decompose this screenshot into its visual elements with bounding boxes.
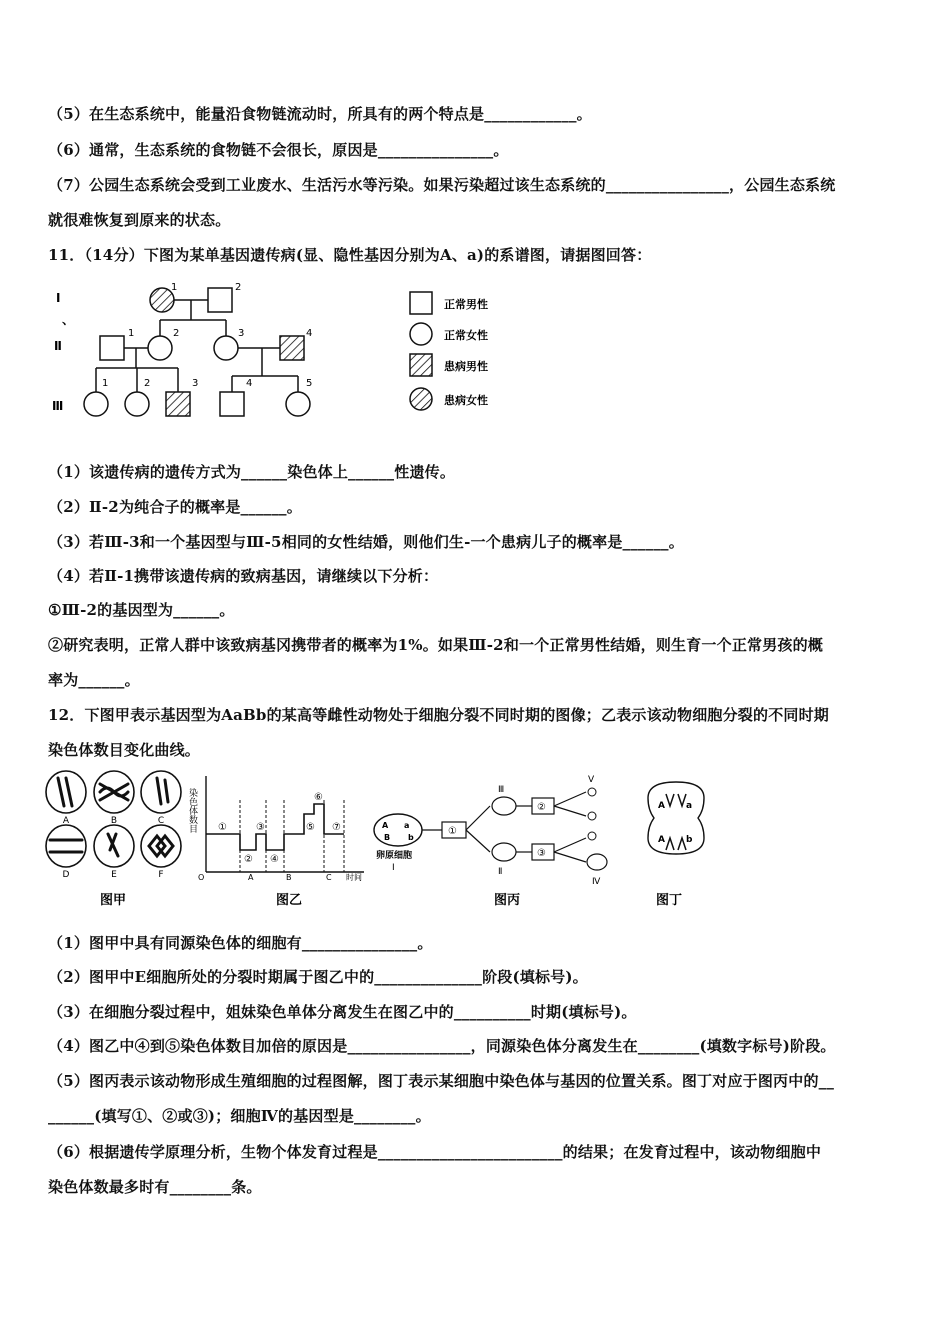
text-line: （3）若Ⅲ-3和一个基因型与Ⅲ-5相同的女性结婚，则他们生-一个患病儿子的概率是______。 [48,533,684,551]
svg-text:③: ③ [537,848,546,859]
svg-text:①: ① [448,826,457,837]
pedigree-III-4 [220,392,244,416]
svg-text:A: A [658,801,665,811]
oogonium-cell [374,814,422,846]
svg-text:3: 3 [238,328,245,339]
svg-text:A: A [382,821,389,830]
text-line: （2）Ⅱ-2为纯合子的概率是______。 [48,498,302,516]
text-line: 染色体数目变化曲线。 [48,741,201,759]
svg-text:⑦: ⑦ [332,822,341,833]
pedigree-I-2 [208,288,232,312]
pedigree-chart [40,272,510,432]
svg-text:4: 4 [246,378,253,389]
cell-division-figure [44,770,724,912]
svg-text:E: E [111,870,117,880]
svg-text:Ⅲ: Ⅲ [498,785,505,795]
svg-text:b: b [408,833,414,842]
text-line: （5）图丙表示该动物形成生殖细胞的过程图解，图丁表示某细胞中染色体与基因的位置关系。图丁对应于图丙中的__ [48,1072,835,1090]
legend-normal-female-symbol [410,323,432,345]
svg-text:①: ① [218,822,227,833]
svg-text:④: ④ [270,854,279,865]
svg-text:2: 2 [144,378,151,389]
svg-text:a: a [686,801,693,811]
svg-text:Ⅴ: Ⅴ [588,775,595,785]
text-line: （7）公园生态系统会受到工业废水、生活污水等污染。如果污染超过该生态系统的________________，公园生态系统 [48,176,836,194]
polar-body [588,788,596,796]
pedigree-III-3 [166,392,190,416]
question-11-heading: 11．（14分）下图为某单基因遗传病(显、隐性基因分别为A、a)的系谱图，请据图回答： [48,246,652,264]
svg-text:2: 2 [173,328,180,339]
text-line: 就很难恢复到原来的状态。 [48,211,231,229]
legend-normal-male-symbol [410,292,432,314]
svg-text:卵原细胞: 卵原细胞 [376,851,413,861]
gen-label-I: Ⅰ [56,291,61,305]
egg-cell [587,854,607,870]
caption-yi: 图乙 [276,893,303,908]
svg-text:3: 3 [192,378,199,389]
svg-text:O: O [198,873,205,882]
legend-normal-male: 正常男性 [444,298,488,311]
legend-affected-female: 患病女性 [444,394,488,407]
svg-text:A: A [62,816,70,826]
legend-affected-male: 患病男性 [444,360,488,373]
svg-text:②: ② [244,854,253,865]
svg-text:②: ② [537,802,546,813]
text-line: （2）图甲中E细胞所处的分裂时期属于图乙中的______________阶段(填标号)。 [48,968,588,986]
svg-text:A: A [658,835,665,845]
text-line: 率为______。 [48,671,140,689]
pedigree-III-5 [286,392,310,416]
svg-text:Ⅰ: Ⅰ [392,863,395,873]
text-line: （3）在细胞分裂过程中，姐妹染色单体分离发生在图乙中的__________时期(填标号)。 [48,1003,637,1021]
polar-body [588,832,596,840]
svg-text:Ⅱ: Ⅱ [498,867,503,877]
svg-text:F: F [158,870,164,880]
svg-text:4: 4 [306,328,313,339]
text-line: ①Ⅲ-2的基因型为______。 [48,601,235,619]
pedigree-II-4 [280,336,304,360]
text-line: （6）根据遗传学原理分析，生物个体发育过程是________________________的结果；在发育过程中，该动物细胞中 [48,1143,822,1161]
legend-affected-male-symbol [410,354,432,376]
text-line: （1）该遗传病的遗传方式为______染色体上______性遗传。 [48,463,456,481]
text-line: ②研究表明，正常人群中该致病基冈携带者的概率为1%。如果Ⅲ-2和一个正常男性结婚，则生育一个正常男孩的概 [48,636,824,654]
text-line: ______(填写①、②或③)；细胞Ⅳ的基因型是________。 [48,1107,431,1125]
cell-D [46,825,86,867]
svg-text:b: b [686,835,693,845]
graph-ylabel: 染色体数目 [187,788,197,833]
caption-ding: 图丁 [656,893,683,908]
svg-text:1: 1 [102,378,109,389]
pedigree-II-3 [214,336,238,360]
pedigree-II-2 [148,336,172,360]
svg-text:⑥: ⑥ [314,792,323,803]
text-line: 染色体数最多时有________条。 [48,1178,262,1196]
svg-text:C: C [157,816,165,826]
text-line: （1）图甲中具有同源染色体的细胞有_______________。 [48,934,433,952]
svg-text:D: D [62,870,70,880]
cell-III [492,797,516,815]
svg-text:Ⅳ: Ⅳ [592,877,601,887]
caption-jia: 图甲 [100,893,127,908]
cell-II [492,843,516,861]
text-line: （4）图乙中④到⑤染色体数目加倍的原因是________________，同源染色体分离发生在________(填数字标号)阶段。 [48,1037,836,1055]
svg-text:B: B [110,816,118,826]
legend-affected-female-symbol [410,388,432,410]
svg-text:B: B [286,873,292,882]
svg-text:⑤: ⑤ [306,822,315,833]
text-line: （5）在生态系统中，能量沿食物链流动时，所具有的两个特点是____________。 [48,105,592,123]
pedigree-III-2 [125,392,149,416]
svg-text:1: 1 [128,328,135,339]
svg-text:1: 1 [171,282,178,293]
svg-text:A: A [248,873,254,882]
pedigree-II-1 [100,336,124,360]
svg-text:B: B [384,833,391,842]
svg-text:a: a [404,821,410,830]
polar-body [588,812,596,820]
svg-text:5: 5 [306,378,313,389]
svg-text:③: ③ [256,822,265,833]
cell-C [141,771,181,813]
svg-text:时间: 时间 [346,873,362,882]
gen-label-comma: 、 [62,313,75,327]
legend-normal-female: 正常女性 [444,329,488,342]
dividing-cell [648,782,704,854]
svg-text:C: C [326,873,332,882]
caption-bing: 图丙 [494,893,521,908]
cell-F [141,825,181,867]
svg-text:2: 2 [235,282,242,293]
text-line: （4）若Ⅱ-1携带该遗传病的致病基因，请继续以下分析： [48,567,439,585]
pedigree-III-1 [84,392,108,416]
gen-label-II: Ⅱ [54,339,62,353]
gen-label-III: Ⅲ [52,399,64,413]
text-line: （6）通常，生态系统的食物链不会很长，原因是_______________。 [48,141,509,159]
question-12-heading: 12．下图甲表示基因型为AaBb的某高等雌性动物处于细胞分裂不同时期的图像；乙表示该动物细胞分裂的不同时期 [48,706,830,724]
